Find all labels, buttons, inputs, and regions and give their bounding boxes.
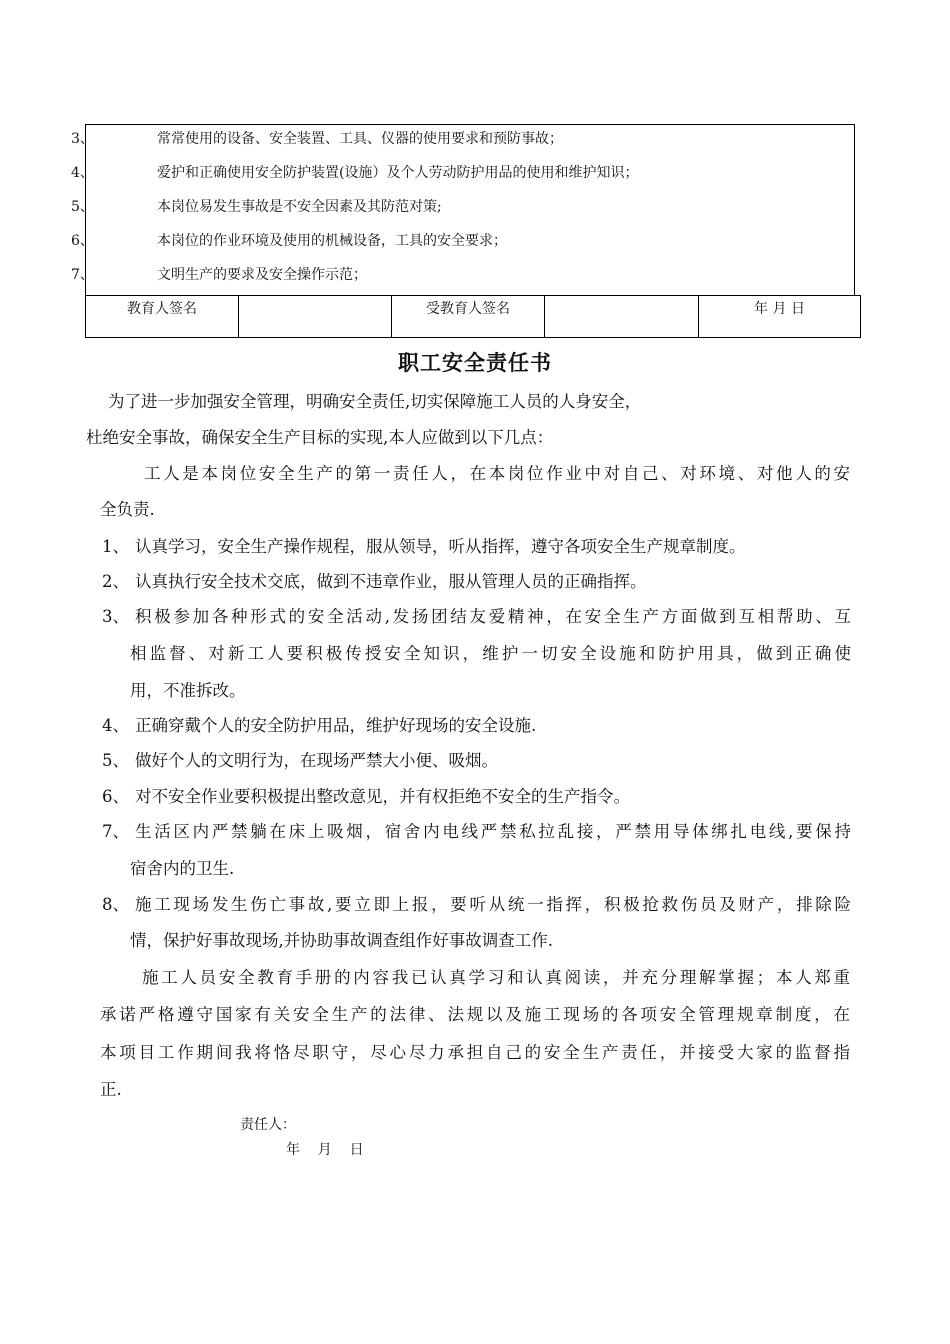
principle-line: 工人是本岗位安全生产的第一责任人，在本岗位作业中对自己、对环境、对他人的安 (144, 464, 850, 483)
list-item-number: 5、 (71, 199, 94, 215)
item-text: 用，不准拆改。 (130, 681, 246, 700)
item-text: 认真学习，安全生产操作规程，服从领导，听从指挥，遵守各项安全生产规章制度。 (135, 537, 746, 556)
list-item-number: 3、 (71, 131, 94, 147)
item-number: 4、 (102, 716, 129, 735)
item-text: 情，保护好事故现场,并协助事故调查组作好事故调查工作. (130, 931, 553, 950)
item-text: 施工现场发生伤亡事故,要立即上报，要听从统一指挥，积极抢救伤员及财产，排除险 (135, 895, 851, 914)
item-number: 2、 (102, 572, 129, 591)
list-item-number: 6、 (71, 233, 94, 249)
item-text: 宿舍内的卫生. (130, 859, 235, 878)
closing-paragraph (100, 966, 850, 990)
list-item-text: 爱护和正确使用安全防护装置(设施）及个人劳动防护用品的使用和维护知识； (157, 165, 639, 181)
educator-label-cell: 教育人签名 (86, 296, 239, 338)
item-text: 正确穿戴个人的安全防护用品，维护好现场的安全设施. (135, 716, 537, 735)
list-item-text: 本岗位易发生事故是不安全因素及其防范对策; (157, 199, 442, 215)
intro-line: 杜绝安全事故，确保安全生产目标的实现,本人应做到以下几点： (86, 428, 554, 447)
item-text: 认真执行安全技术交底，做到不违章作业，服从管理人员的正确指挥。 (135, 572, 647, 591)
signature-date: 年 月 日 (286, 1142, 364, 1158)
item-text: 对不安全作业要积极提出整改意见，并有权拒绝不安全的生产指令。 (135, 787, 630, 806)
list-item-text: 常常使用的设备、安全装置、工具、仪器的使用要求和预防事故； (157, 131, 563, 147)
principle-line: 全负责. (100, 500, 155, 519)
trainee-signature-cell[interactable] (545, 296, 699, 338)
list-item-number: 7、 (71, 267, 94, 283)
item-number: 1、 (102, 537, 129, 556)
date-cell[interactable]: 年 月 日 (699, 296, 861, 338)
intro-line: 为了进一步加强安全管理，明确安全责任,切实保障施工人员的人身安全， (108, 392, 642, 411)
page-title: 职工安全责任书 (398, 350, 552, 375)
closing-line: 本项目工作期间我将恪尽职守，尽心尽力承担自己的安全生产责任，并接受大家的监督指 (100, 1043, 850, 1062)
item-text: 积极参加各种形式的安全活动,发扬团结友爱精神，在安全生产方面做到互相帮助、互 (135, 607, 851, 626)
item-text: 相监督、对新工人要积极传授安全知识，维护一切安全设施和防护用具，做到正确使 (130, 644, 851, 663)
list-item-number: 4、 (71, 165, 94, 181)
trainee-label-cell: 受教育人签名 (392, 296, 545, 338)
item-number: 5、 (102, 751, 129, 770)
item-number: 8、 (102, 895, 129, 914)
item-number: 7、 (102, 822, 129, 841)
item-text: 做好个人的文明行为，在现场严禁大小便、吸烟。 (135, 751, 498, 770)
principle-paragraph (86, 462, 850, 486)
table-row (86, 296, 861, 338)
education-items-box (71, 124, 855, 296)
closing-line: 正. (100, 1080, 122, 1099)
item-text: 生活区内严禁躺在床上吸烟，宿舍内电线严禁私拉乱接，严禁用导体绑扎电线,要保持 (135, 822, 851, 841)
signature-table (85, 295, 861, 338)
item-number: 3、 (102, 607, 129, 626)
item-number: 6、 (102, 787, 129, 806)
educator-signature-cell[interactable] (239, 296, 392, 338)
list-item-text: 文明生产的要求及安全操作示范； (157, 267, 367, 283)
closing-line: 施工人员安全教育手册的内容我已认真学习和认真阅读，并充分理解掌握；本人郑重 (142, 968, 850, 987)
responsible-person-label: 责任人： (240, 1117, 296, 1133)
closing-line: 承诺严格遵守国家有关安全生产的法律、法规以及施工现场的各项安全管理规章制度，在 (100, 1005, 850, 1024)
list-item-text: 本岗位的作业环境及使用的机械设备，工具的安全要求； (157, 233, 507, 249)
